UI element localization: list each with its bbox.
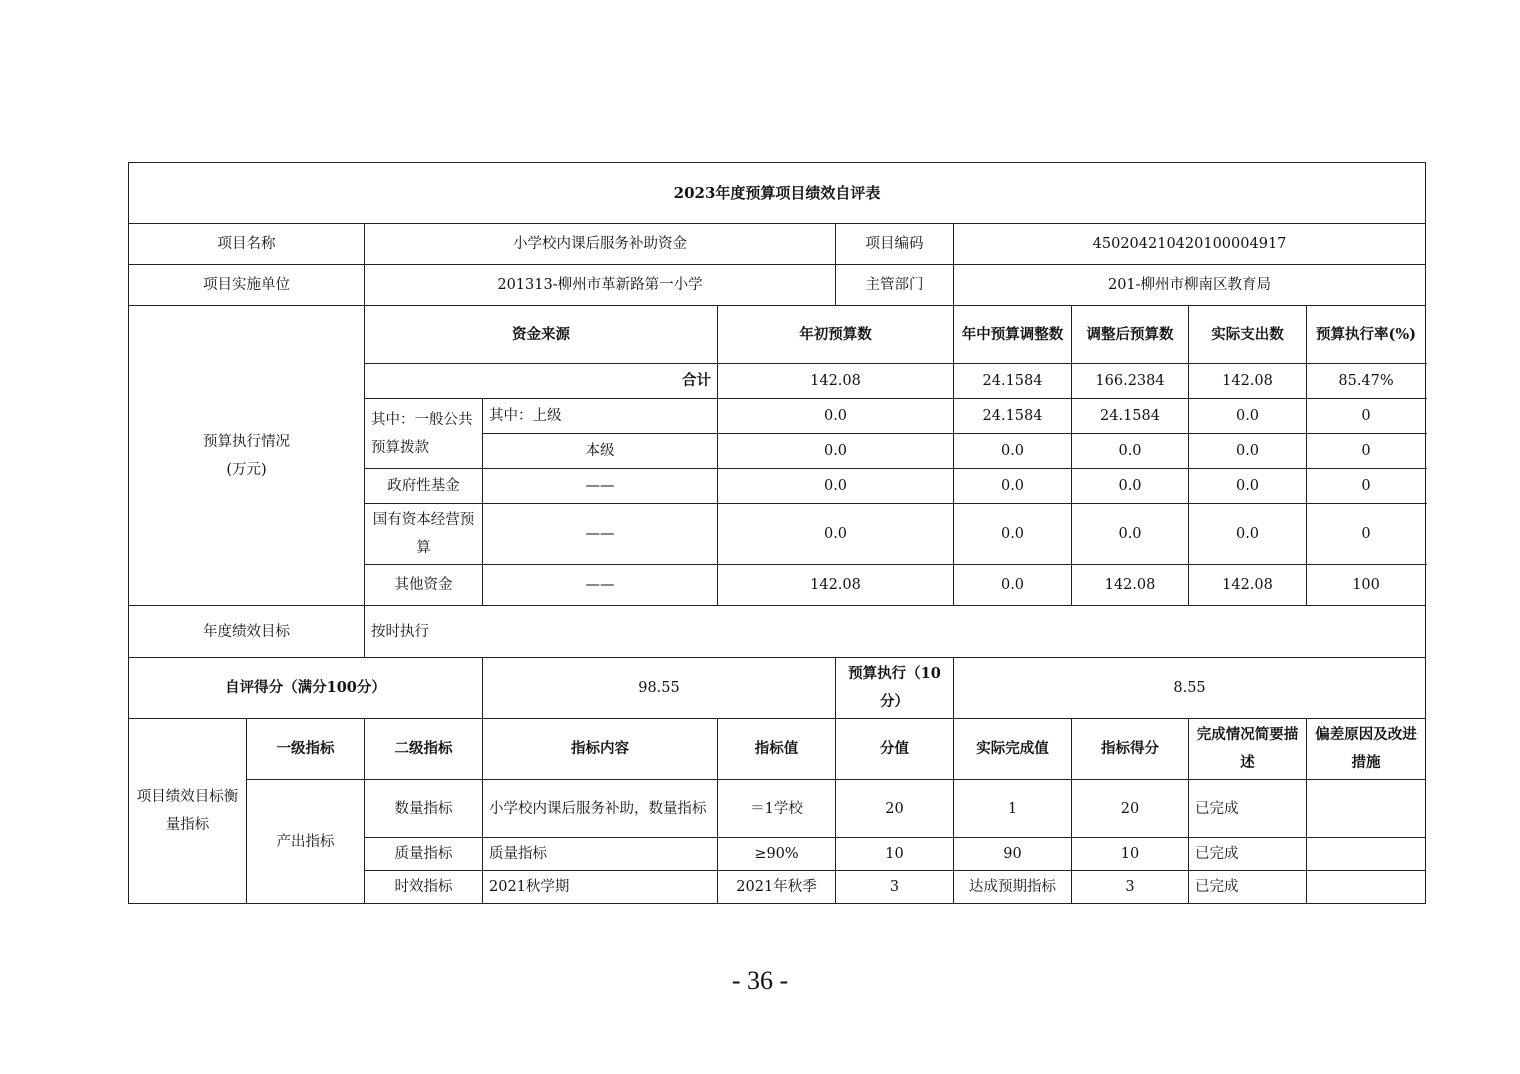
self-score-label: 自评得分（满分100分） xyxy=(129,658,483,719)
upper-adjusted: 24.1584 xyxy=(1072,399,1189,434)
level1-output: 产出指标 xyxy=(247,780,365,904)
local-actual: 0.0 xyxy=(1189,434,1307,469)
budget-section-label xyxy=(129,306,365,606)
general-budget-label: 其中：一般公共预算拨款 xyxy=(365,399,483,469)
row-score: 20 xyxy=(1072,780,1189,838)
project-name-label: 项目名称 xyxy=(129,224,365,265)
header-adjust: 年中预算调整数 xyxy=(954,306,1072,364)
local-adjusted: 0.0 xyxy=(1072,434,1189,469)
total-rate: 85.47% xyxy=(1307,364,1426,399)
row-level2: 质量指标 xyxy=(365,838,483,871)
total-actual: 142.08 xyxy=(1189,364,1307,399)
row-desc: 已完成 xyxy=(1189,780,1307,838)
row-desc: 已完成 xyxy=(1189,871,1307,904)
project-code-label: 项目编码 xyxy=(836,224,954,265)
upper-actual: 0.0 xyxy=(1189,399,1307,434)
budget-exec-value: 8.55 xyxy=(954,658,1426,719)
performance-table xyxy=(128,162,1426,904)
budget-exec-label: 预算执行（10分） xyxy=(836,658,954,719)
row-weight: 10 xyxy=(836,838,954,871)
table-row xyxy=(129,780,1426,838)
total-adjusted: 166.2384 xyxy=(1072,364,1189,399)
gov-fund-adjusted: 0.0 xyxy=(1072,469,1189,504)
header-desc: 完成情况简要描述 xyxy=(1189,719,1307,780)
other-fund-adjusted: 142.08 xyxy=(1072,565,1189,606)
state-capital-actual: 0.0 xyxy=(1189,504,1307,565)
header-reason: 偏差原因及改进措施 xyxy=(1307,719,1426,780)
budget-section-label-line1: 预算执行情况 xyxy=(203,433,290,450)
row-target: 2021年秋季 xyxy=(718,871,836,904)
other-fund-initial: 142.08 xyxy=(718,565,954,606)
row-reason xyxy=(1307,871,1426,904)
row-target: ≥90% xyxy=(718,838,836,871)
local-rate: 0 xyxy=(1307,434,1426,469)
state-capital-dash: —— xyxy=(483,504,718,565)
total-adjust: 24.1584 xyxy=(954,364,1072,399)
upper-rate: 0 xyxy=(1307,399,1426,434)
row-weight: 3 xyxy=(836,871,954,904)
header-actual-value: 实际完成值 xyxy=(954,719,1072,780)
state-capital-adjusted: 0.0 xyxy=(1072,504,1189,565)
indicator-section-label: 项目绩效目标衡量指标 xyxy=(129,719,247,904)
page-number: - 36 - xyxy=(731,966,789,995)
row-actual: 1 xyxy=(954,780,1072,838)
other-fund-actual: 142.08 xyxy=(1189,565,1307,606)
state-capital-adjust: 0.0 xyxy=(954,504,1072,565)
total-initial: 142.08 xyxy=(718,364,954,399)
header-weight: 分值 xyxy=(836,719,954,780)
gov-fund-initial: 0.0 xyxy=(718,469,954,504)
header-adjusted: 调整后预算数 xyxy=(1072,306,1189,364)
gov-fund-rate: 0 xyxy=(1307,469,1426,504)
other-fund-adjust: 0.0 xyxy=(954,565,1072,606)
gov-fund-adjust: 0.0 xyxy=(954,469,1072,504)
gov-fund-dash: —— xyxy=(483,469,718,504)
header-actual: 实际支出数 xyxy=(1189,306,1307,364)
state-capital-initial: 0.0 xyxy=(718,504,954,565)
project-name-value: 小学校内课后服务补助资金 xyxy=(365,224,836,265)
row-target: ＝1学校 xyxy=(718,780,836,838)
table-title: 2023年度预算项目绩效自评表 xyxy=(129,163,1426,224)
dept-value: 201-柳州市柳南区教育局 xyxy=(954,265,1426,306)
project-code-value: 450204210420100004917 xyxy=(954,224,1426,265)
budget-section-label-line2: (万元) xyxy=(226,461,267,478)
header-content: 指标内容 xyxy=(483,719,718,780)
header-rate: 预算执行率(%) xyxy=(1307,306,1426,364)
row-reason xyxy=(1307,838,1426,871)
annual-goal-value: 按时执行 xyxy=(365,606,1426,658)
local-initial: 0.0 xyxy=(718,434,954,469)
header-score: 指标得分 xyxy=(1072,719,1189,780)
row-content: 小学校内课后服务补助，数量指标 xyxy=(483,780,718,838)
header-level2: 二级指标 xyxy=(365,719,483,780)
self-score-value: 98.55 xyxy=(483,658,836,719)
dept-label: 主管部门 xyxy=(836,265,954,306)
row-content: 质量指标 xyxy=(483,838,718,871)
row-actual: 90 xyxy=(954,838,1072,871)
row-desc: 已完成 xyxy=(1189,838,1307,871)
upper-label: 其中：上级 xyxy=(483,399,718,434)
upper-adjust: 24.1584 xyxy=(954,399,1072,434)
header-initial: 年初预算数 xyxy=(718,306,954,364)
local-label: 本级 xyxy=(483,434,718,469)
row-content: 2021秋学期 xyxy=(483,871,718,904)
annual-goal-label: 年度绩效目标 xyxy=(129,606,365,658)
other-fund-label: 其他资金 xyxy=(365,565,483,606)
total-label: 合计 xyxy=(365,364,718,399)
local-adjust: 0.0 xyxy=(954,434,1072,469)
gov-fund-label: 政府性基金 xyxy=(365,469,483,504)
state-capital-rate: 0 xyxy=(1307,504,1426,565)
row-score: 3 xyxy=(1072,871,1189,904)
row-level2: 数量指标 xyxy=(365,780,483,838)
header-level1: 一级指标 xyxy=(247,719,365,780)
row-level2: 时效指标 xyxy=(365,871,483,904)
impl-unit-value: 201313-柳州市革新路第一小学 xyxy=(365,265,836,306)
other-fund-rate: 100 xyxy=(1307,565,1426,606)
row-score: 10 xyxy=(1072,838,1189,871)
row-actual: 达成预期指标 xyxy=(954,871,1072,904)
header-target: 指标值 xyxy=(718,719,836,780)
state-capital-label: 国有资本经营预算 xyxy=(365,504,483,565)
other-fund-dash: —— xyxy=(483,565,718,606)
row-weight: 20 xyxy=(836,780,954,838)
impl-unit-label: 项目实施单位 xyxy=(129,265,365,306)
gov-fund-actual: 0.0 xyxy=(1189,469,1307,504)
row-reason xyxy=(1307,780,1426,838)
header-source: 资金来源 xyxy=(365,306,718,364)
upper-initial: 0.0 xyxy=(718,399,954,434)
